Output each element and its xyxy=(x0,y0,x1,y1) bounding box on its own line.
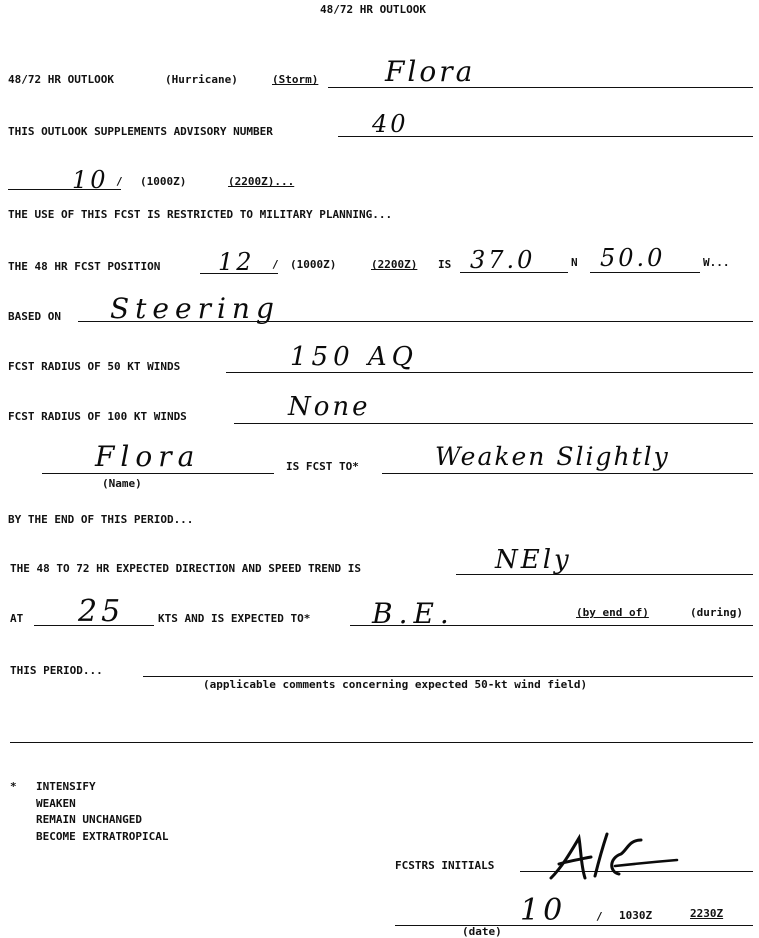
fcst-lat-value[interactable]: 37.0 xyxy=(470,246,536,274)
advisory-time-2200z: (2200Z)... xyxy=(228,175,295,188)
fcst-position-label: THE 48 HR FCST POSITION xyxy=(8,260,161,273)
radius-100kt-value[interactable]: None xyxy=(288,392,371,422)
fcst-n: N xyxy=(571,256,578,269)
restriction-notice: THE USE OF THIS FCST IS RESTRICTED TO MILITARY PLANNING... xyxy=(8,208,393,221)
hurricane-option: (Hurricane) xyxy=(165,73,238,86)
fcst-is: IS xyxy=(438,258,452,271)
advisory-slash: / xyxy=(116,175,123,188)
date-time-1030z: 1030Z xyxy=(619,909,653,922)
date-caption: (date) xyxy=(462,925,502,938)
direction-speed-label: THE 48 TO 72 HR EXPECTED DIRECTION AND SPEED TREND IS xyxy=(10,562,361,575)
fcst-time-2200z: (2200Z) xyxy=(371,258,418,271)
outlook-label: 48/72 HR OUTLOOK xyxy=(8,73,114,86)
storm-option: (Storm) xyxy=(272,73,319,86)
during-option: (during) xyxy=(690,606,743,619)
legend-star: * xyxy=(10,780,17,793)
legend-become-extratropical: BECOME EXTRATROPICAL xyxy=(36,830,169,843)
advisory-label: THIS OUTLOOK SUPPLEMENTS ADVISORY NUMBER xyxy=(8,125,273,138)
fcst-to-line xyxy=(382,473,753,474)
legend-weaken: WEAKEN xyxy=(36,797,76,810)
storm-name-value-2[interactable]: Flora xyxy=(95,440,201,473)
legend-intensify: INTENSIFY xyxy=(36,780,96,793)
date-line xyxy=(395,925,753,926)
fcst-lon-line xyxy=(590,272,700,273)
fcst-time-1000z: (1000Z) xyxy=(290,258,337,271)
fcst-to-value[interactable]: Weaken Slightly xyxy=(435,442,670,471)
radius-100kt-line xyxy=(234,423,753,424)
legend-remain-unchanged: REMAIN UNCHANGED xyxy=(36,813,142,826)
fcst-w: W... xyxy=(703,256,730,269)
expected-to-value[interactable]: B.E. xyxy=(372,597,455,630)
date-time-2230z: 2230Z xyxy=(690,907,724,920)
by-end-of-option: (by end of) xyxy=(576,606,649,619)
page-title: 48/72 HR OUTLOOK xyxy=(320,3,426,16)
radius-50kt-value[interactable]: 150 AQ xyxy=(290,342,418,372)
date-slash: / xyxy=(596,910,603,923)
end-of-period-text: BY THE END OF THIS PERIOD... xyxy=(8,513,194,526)
comments-caption: (applicable comments concerning expected 50-kt wind field) xyxy=(203,678,588,691)
name-caption: (Name) xyxy=(102,477,142,490)
radius-100kt-label: FCST RADIUS OF 100 KT WINDS xyxy=(8,410,187,423)
fcst-lon-value[interactable]: 50.0 xyxy=(600,244,666,272)
advisory-time-1000z: (1000Z) xyxy=(140,175,187,188)
comments-line-1 xyxy=(143,676,753,677)
based-on-value[interactable]: Steering xyxy=(110,292,280,325)
fcstrs-initials-label: FCSTRS INITIALS xyxy=(395,859,495,872)
radius-50kt-label: FCST RADIUS OF 50 KT WINDS xyxy=(8,360,181,373)
date-day-value[interactable]: 10 xyxy=(520,893,567,928)
initials-signature[interactable] xyxy=(545,826,685,888)
based-on-label: BASED ON xyxy=(8,310,61,323)
fcst-to-label: IS FCST TO* xyxy=(286,460,359,473)
expected-to-label: KTS AND IS EXPECTED TO* xyxy=(158,612,311,625)
comments-line-2 xyxy=(10,742,753,743)
this-period-label: THIS PERIOD... xyxy=(10,664,103,677)
at-label: AT xyxy=(10,612,24,625)
storm-name-line-2 xyxy=(42,473,274,474)
fcst-day-value[interactable]: 12 xyxy=(218,248,255,276)
speed-value[interactable]: 25 xyxy=(78,594,125,629)
direction-speed-value[interactable]: NEly xyxy=(495,545,572,575)
advisory-day-value[interactable]: 10 xyxy=(72,166,109,194)
radius-50kt-line xyxy=(226,372,753,373)
storm-name-value[interactable]: Flora xyxy=(385,55,476,88)
advisory-number-value[interactable]: 40 xyxy=(372,110,409,138)
fcst-slash: / xyxy=(272,258,279,271)
